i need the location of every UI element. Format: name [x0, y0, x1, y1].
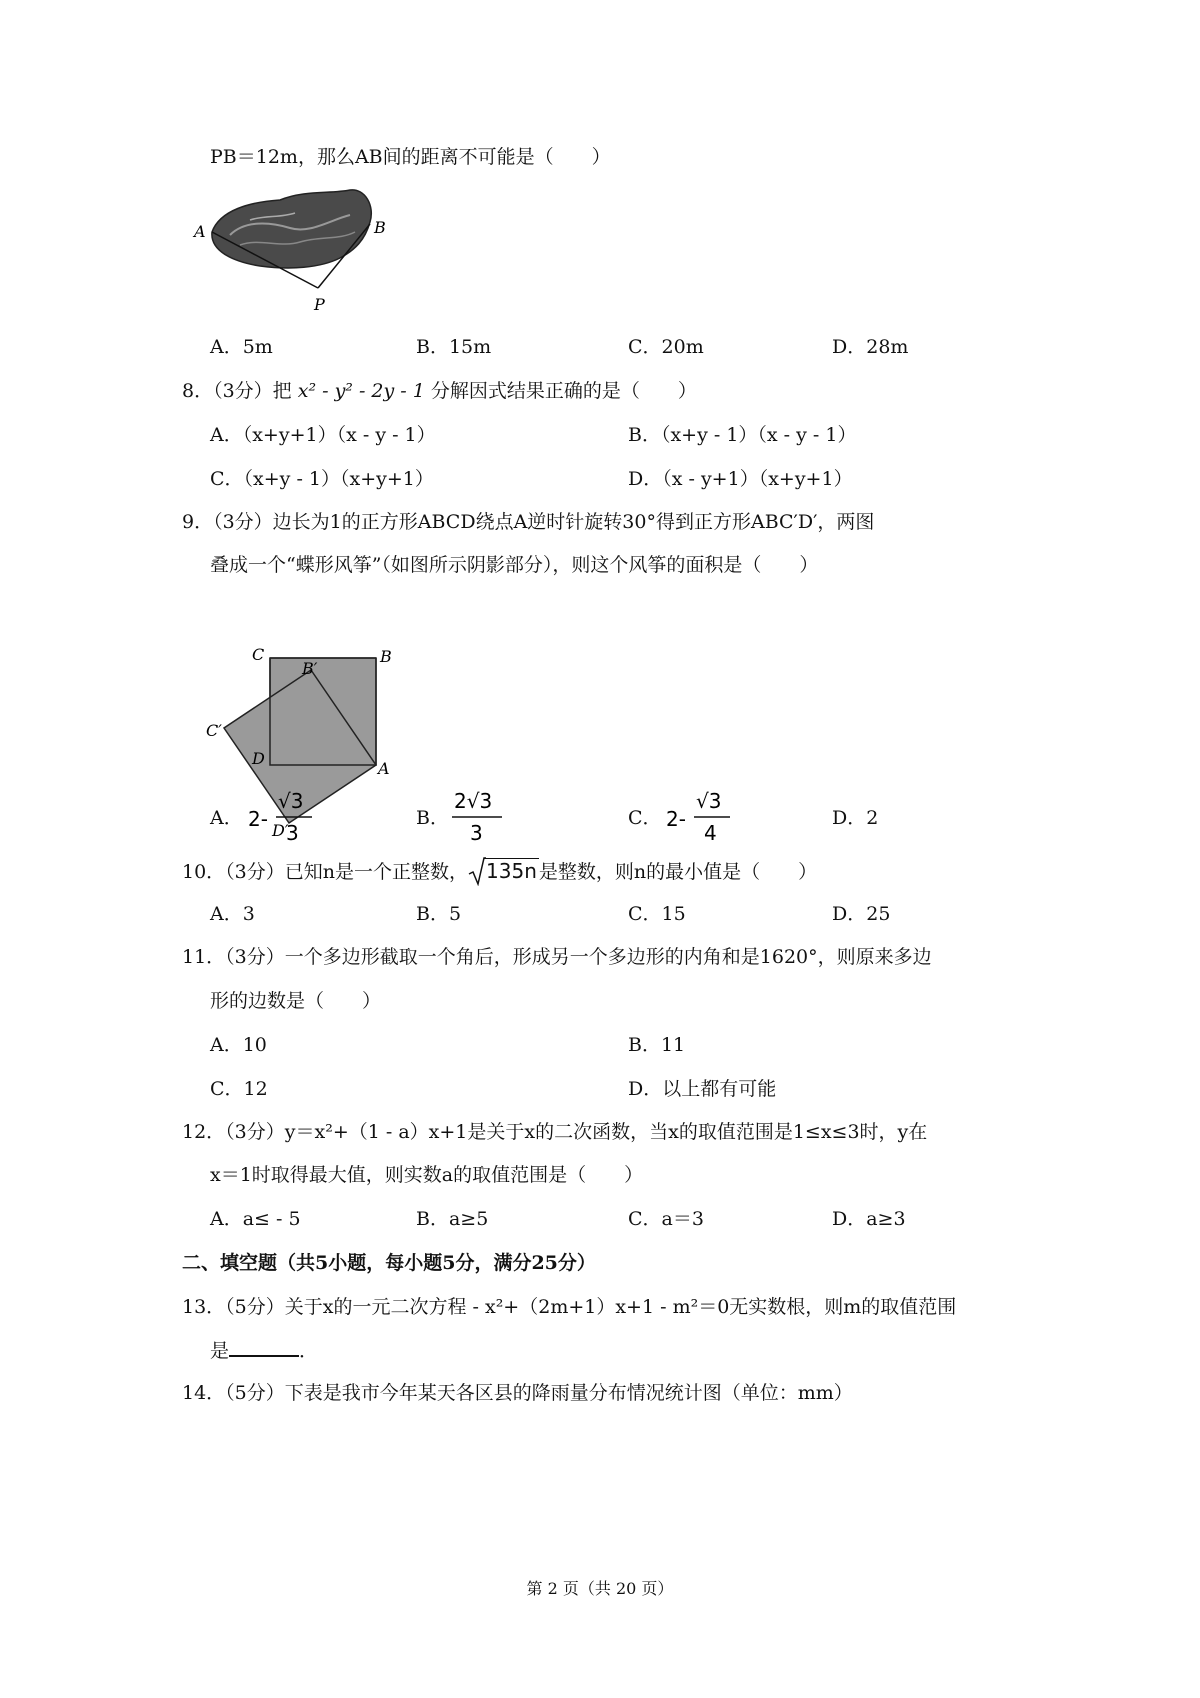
- q10-radicand: 135n: [486, 859, 537, 883]
- q11-stem-line1: 11．（3分）一个多边形截取一个角后，形成另一个多边形的内角和是1620°，则原来多边: [182, 946, 932, 968]
- q10-stem-before: 10．（3分）已知n是一个正整数，: [182, 861, 469, 883]
- q9-option-c-letter: C．: [628, 807, 662, 829]
- q12-option-b: B．a≥5: [416, 1208, 489, 1230]
- q13-stem-line2-before: 是: [210, 1340, 230, 1362]
- q9-option-a-value: [248, 786, 328, 846]
- q9-option-a-letter: A．: [210, 807, 243, 829]
- q10-radical: [468, 858, 539, 884]
- q8-stem-before: 8．（3分）把: [182, 380, 292, 402]
- q13-answer-blank: [229, 1337, 299, 1357]
- q11-stem-line2: 形的边数是（ ）: [210, 990, 382, 1012]
- q7-label-a: A: [194, 222, 206, 241]
- q8-option-b: B．（x+y - 1）（x - y - 1）: [628, 424, 857, 446]
- q8-expression: x² - y² - 2y - 1: [297, 380, 425, 402]
- q9-option-b-num: 2√3: [454, 789, 493, 813]
- q9-option-d-letter: D．: [832, 807, 867, 829]
- q7-option-d: D．28m: [832, 336, 909, 358]
- q9-option-b-letter: B．: [416, 807, 449, 829]
- q11-option-c: C．12: [210, 1078, 268, 1100]
- q9-option-c-value: [666, 786, 746, 846]
- q10-option-d: D．25: [832, 903, 891, 925]
- q10-option-c: C．15: [628, 903, 686, 925]
- q11-option-a: A．10: [210, 1034, 267, 1056]
- q9-option-a-whole: 2-: [248, 807, 268, 831]
- q9-label-c: C: [252, 645, 265, 664]
- q8-stem: [182, 378, 697, 404]
- q10-stem: [182, 858, 817, 885]
- q9-option-b-value: [452, 786, 522, 846]
- q9-option-d: [832, 805, 878, 831]
- q9-label-d: D: [252, 749, 265, 768]
- q9-label-d-prime: D′: [272, 821, 289, 840]
- page-footer: 第 2 页（共 20 页）: [526, 1579, 674, 1598]
- q9-option-c-den: 4: [704, 821, 717, 845]
- q11-option-b: B．11: [628, 1034, 686, 1056]
- q7-label-b: B: [374, 218, 386, 237]
- q9-option-b-den: 3: [470, 821, 483, 845]
- q13-stem-line2: [210, 1337, 318, 1364]
- q7-option-c: C．20m: [628, 336, 704, 358]
- q11-option-d: D．以上都有可能: [628, 1078, 777, 1100]
- q10-option-b: B．5: [416, 903, 462, 925]
- q12-option-a: A．a≤ - 5: [210, 1208, 301, 1230]
- q8-stem-after: 分解因式结果正确的是（ ）: [430, 380, 697, 402]
- q10-stem-after: 是整数，则n的最小值是（ ）: [538, 861, 818, 883]
- q9-option-c-num: √3: [696, 789, 722, 813]
- q7-option-b: B．15m: [416, 336, 492, 358]
- q13-stem-line1: 13．（5分）关于x的一元二次方程 - x²+（2m+1）x+1 - m²＝0无实数根，则m的取值范围: [182, 1296, 957, 1318]
- q8-option-c: C．（x+y - 1）（x+y+1）: [210, 468, 434, 490]
- q9-stem-line2: 叠成一个“蝶形风筝”（如图所示阴影部分），则这个风筝的面积是（ ）: [210, 554, 819, 576]
- q7-label-p: P: [314, 295, 325, 314]
- q14-stem: 14．（5分）下表是我市今年某天各区县的降雨量分布情况统计图（单位：mm）: [182, 1382, 853, 1404]
- q9-label-b-prime: B′: [302, 659, 318, 678]
- radical-sign-icon: [468, 856, 486, 886]
- q7-option-a: A．5m: [210, 336, 273, 358]
- q8-option-a: A．（x+y+1）（x - y - 1）: [210, 424, 436, 446]
- q7-lake-figure: [190, 180, 420, 320]
- q9-stem-line1: 9．（3分）边长为1的正方形ABCD绕点A逆时针旋转30°得到正方形ABC′D′，两图: [182, 511, 875, 533]
- q7-stem-tail: PB＝12m，那么AB间的距离不可能是（ ）: [210, 146, 611, 168]
- q9-label-b: B: [380, 647, 392, 666]
- q12-option-d: D．a≥3: [832, 1208, 906, 1230]
- q9-label-c-prime: C′: [206, 721, 222, 740]
- q12-option-c: C．a＝3: [628, 1208, 704, 1230]
- q9-option-a-den: 3: [286, 821, 299, 845]
- q9-label-a: A: [378, 759, 390, 778]
- q9-option-d-value: 2: [866, 807, 879, 829]
- q10-option-a: A．3: [210, 903, 255, 925]
- q9-option-c-whole: 2-: [666, 807, 686, 831]
- section-heading-fill-in: 二、填空题（共5小题，每小题5分，满分25分）: [182, 1252, 596, 1274]
- q9-option-a-num: √3: [278, 789, 304, 813]
- q12-stem-line2: x＝1时取得最大值，则实数a的取值范围是（ ）: [210, 1164, 644, 1186]
- q13-stem-line2-after: ．: [299, 1340, 319, 1362]
- q12-stem-line1: 12．（3分）y＝x²+（1 - a）x+1是关于x的二次函数，当x的取值范围是1≤x≤3时，y在: [182, 1121, 928, 1143]
- q8-option-d: D．（x - y+1）（x+y+1）: [628, 468, 853, 490]
